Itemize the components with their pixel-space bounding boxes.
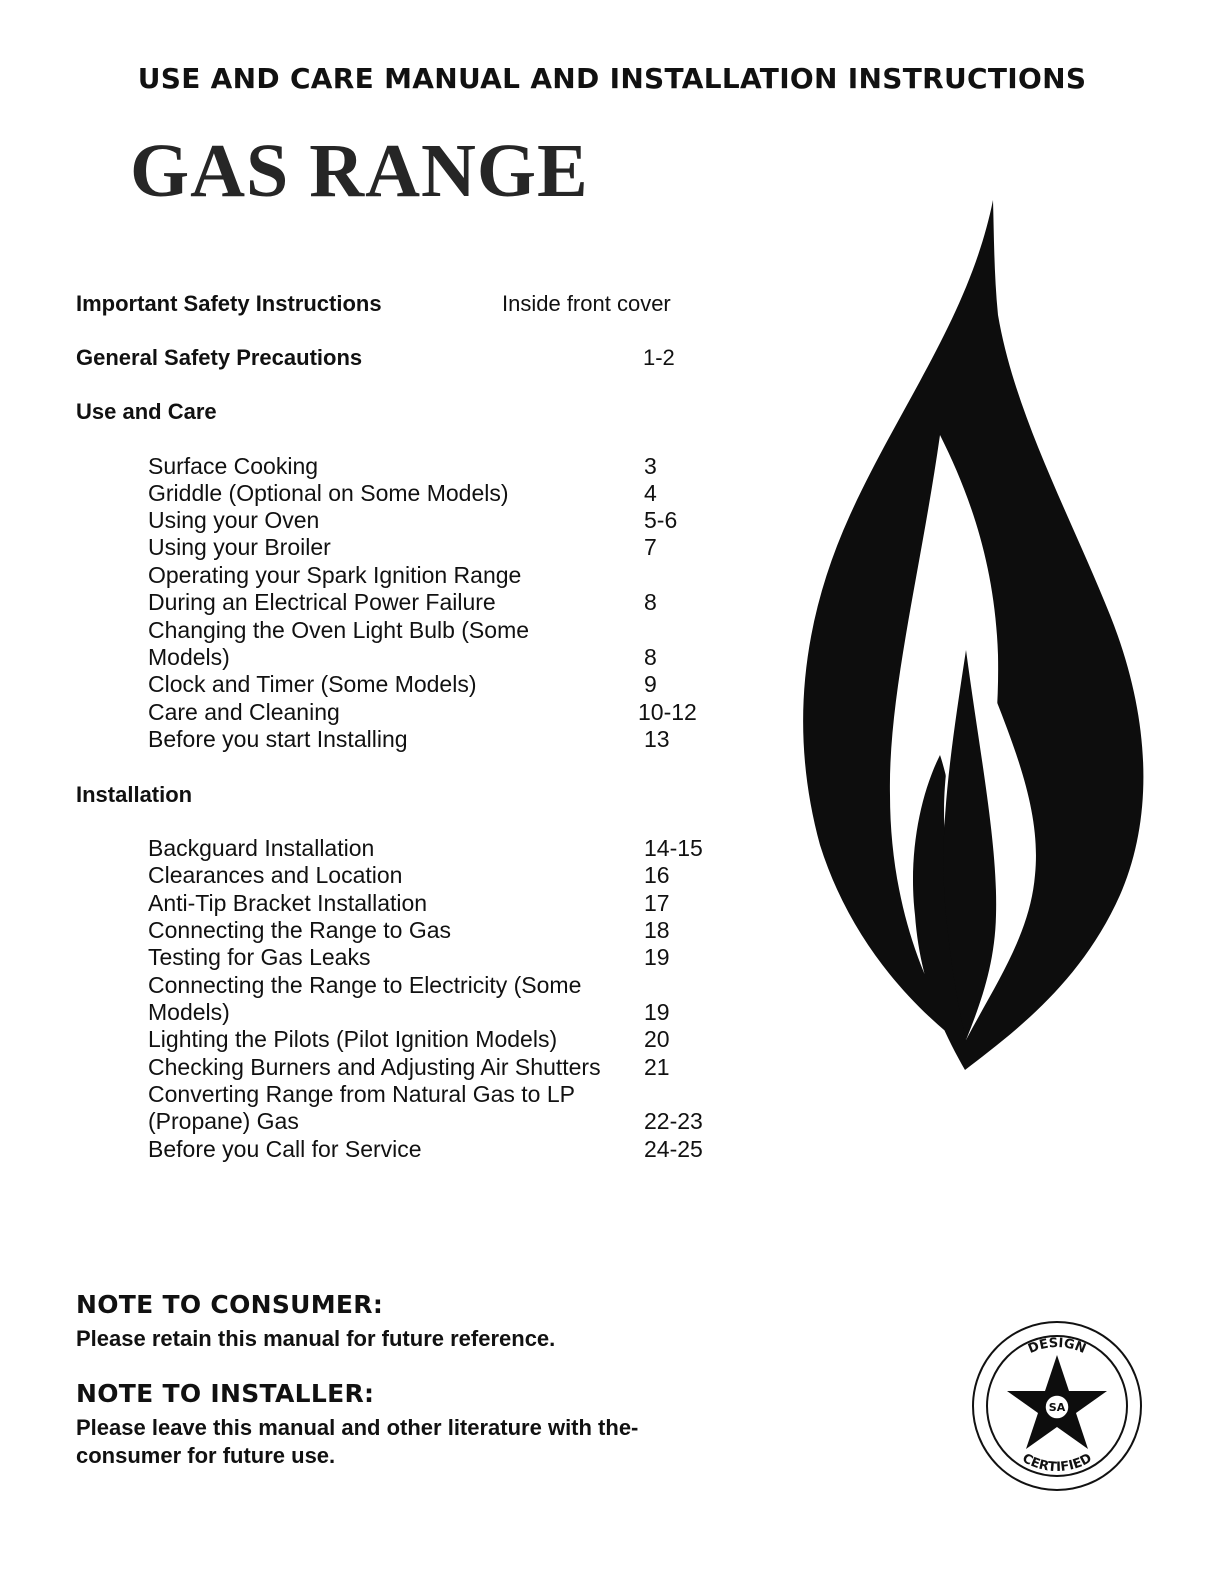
seal-center-text: SA bbox=[1048, 1401, 1066, 1414]
toc-label: Connecting the Range to Gas bbox=[148, 917, 452, 943]
toc-label: Care and Cleaning bbox=[148, 699, 340, 725]
seal-bottom-text: CERTIFIED bbox=[1019, 1450, 1095, 1476]
toc-label: Before you start Installing bbox=[148, 726, 408, 752]
note-to-installer-heading: NOTE TO INSTALLER: bbox=[76, 1379, 375, 1408]
toc-page: 5-6 bbox=[644, 507, 678, 533]
toc-page: 19 bbox=[644, 944, 670, 970]
flame-icon bbox=[780, 195, 1160, 1085]
toc-page: 20 bbox=[644, 1026, 670, 1052]
toc-label: Converting Range from Natural Gas to LP bbox=[148, 1081, 575, 1107]
toc-page: 7 bbox=[644, 534, 657, 560]
toc-page: 24-25 bbox=[644, 1136, 703, 1162]
note-to-consumer-text: Please retain this manual for future reference. bbox=[76, 1326, 556, 1351]
toc-page: 17 bbox=[644, 890, 670, 916]
toc-label: Important Safety Instructions bbox=[76, 291, 382, 316]
toc-page: 19 bbox=[644, 999, 670, 1025]
page-title: GAS RANGE bbox=[130, 129, 589, 213]
toc-label: Changing the Oven Light Bulb (Some bbox=[148, 617, 530, 643]
note-to-installer-text: Please leave this manual and other literature with the- consumer for future use. bbox=[76, 1415, 639, 1468]
seal-top-text: DESIGN bbox=[1026, 1335, 1088, 1357]
toc-label: Checking Burners and Adjusting Air Shutters bbox=[148, 1054, 601, 1080]
toc-page: 13 bbox=[644, 726, 670, 752]
toc-page: 8 bbox=[644, 589, 657, 615]
toc-label: Connecting the Range to Electricity (Some bbox=[148, 972, 582, 998]
toc-page: 8 bbox=[644, 644, 657, 670]
table-of-contents bbox=[0, 0, 760, 1200]
toc-page: 10-12 bbox=[638, 699, 697, 725]
toc-label: Models) bbox=[148, 644, 230, 670]
toc-page: 16 bbox=[644, 862, 670, 888]
toc-page: 4 bbox=[644, 480, 657, 506]
toc-page: 3 bbox=[644, 453, 657, 479]
toc-page: 9 bbox=[644, 671, 657, 697]
toc-label: Before you Call for Service bbox=[148, 1136, 422, 1162]
toc-page: 14-15 bbox=[644, 835, 703, 861]
toc-label: Models) bbox=[148, 999, 230, 1025]
toc-label: General Safety Precautions bbox=[76, 345, 363, 370]
toc-label: (Propane) Gas bbox=[148, 1108, 299, 1134]
toc-label: During an Electrical Power Failure bbox=[148, 589, 496, 615]
toc-label: Anti-Tip Bracket Installation bbox=[148, 890, 428, 916]
section-heading-use-and-care: Use and Care bbox=[76, 399, 217, 424]
toc-label: Lighting the Pilots (Pilot Ignition Models) bbox=[148, 1026, 558, 1052]
toc-page: 21 bbox=[644, 1054, 670, 1080]
certification-seal-icon bbox=[968, 1317, 1146, 1495]
toc-label: Clock and Timer (Some Models) bbox=[148, 671, 477, 697]
toc-label: Testing for Gas Leaks bbox=[148, 944, 371, 970]
toc-page: 18 bbox=[644, 917, 670, 943]
toc-label: Clearances and Location bbox=[148, 862, 403, 888]
toc-label: Using your Oven bbox=[148, 507, 320, 533]
notes-section bbox=[76, 1290, 776, 1470]
toc-label: Griddle (Optional on Some Models) bbox=[148, 480, 509, 506]
toc-label: Operating your Spark Ignition Range bbox=[148, 562, 522, 588]
note-to-consumer-heading: NOTE TO CONSUMER: bbox=[76, 1290, 384, 1319]
toc-page: 22-23 bbox=[644, 1108, 703, 1134]
section-heading-installation: Installation bbox=[76, 782, 193, 807]
toc-label: Surface Cooking bbox=[148, 453, 319, 479]
toc-label: Backguard Installation bbox=[148, 835, 375, 861]
toc-label: Using your Broiler bbox=[148, 534, 331, 560]
manual-subtitle: USE AND CARE MANUAL AND INSTALLATION INSTRUCTIONS bbox=[137, 62, 1087, 95]
toc-page: 1-2 bbox=[643, 345, 675, 370]
toc-page: Inside front cover bbox=[502, 291, 671, 316]
